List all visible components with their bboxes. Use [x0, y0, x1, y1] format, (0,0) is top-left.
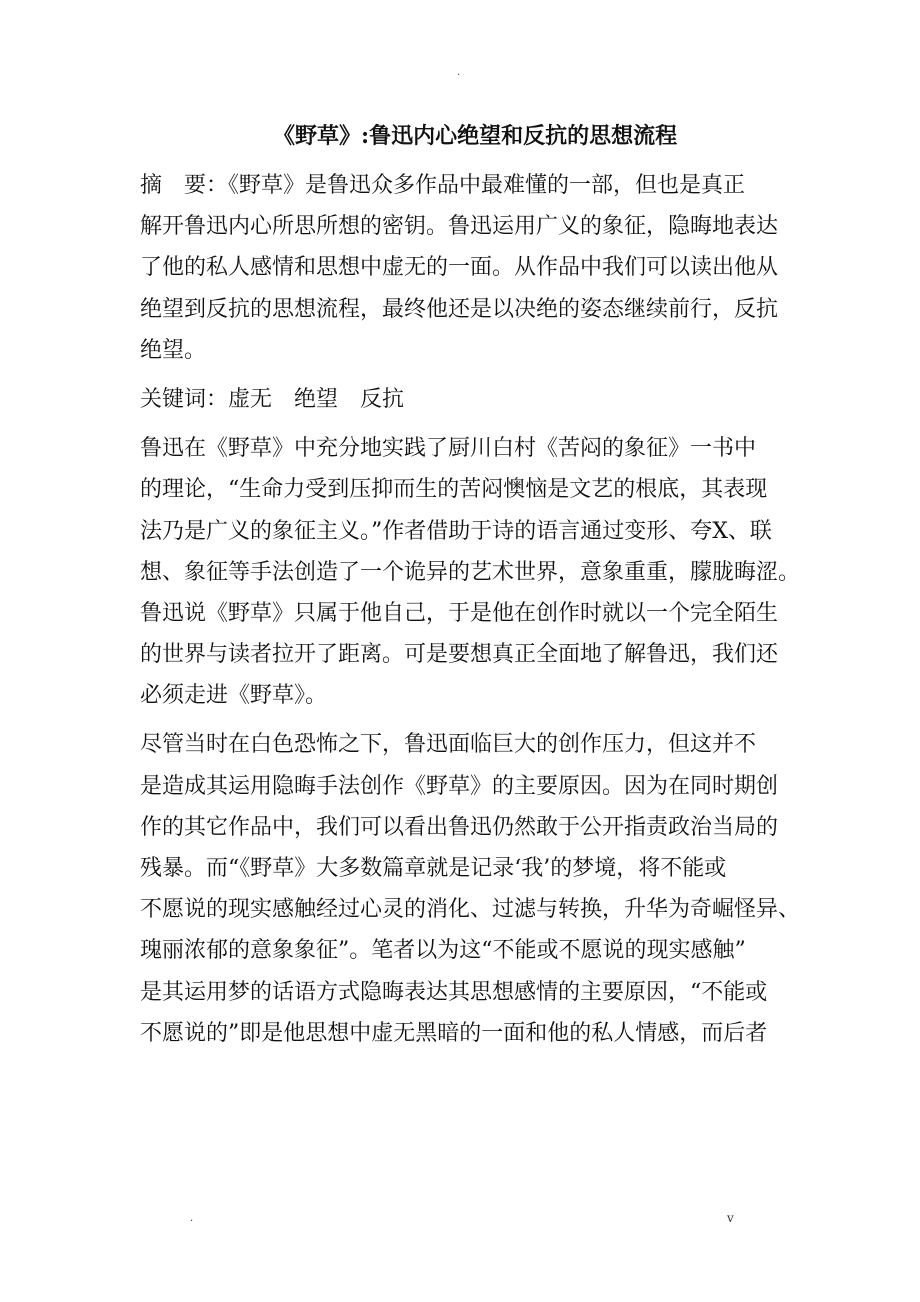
- footer-mark-left: .: [190, 1213, 194, 1224]
- paragraph-line: 不愿说的”即是他思想中虚无黑暗的一面和他的私人情感，而后者: [140, 1020, 768, 1046]
- document-body: [140, 165, 801, 1054]
- paragraph-line: 想、象征等手法创造了一个诡异的艺术世界，意象重重，朦胧晦涩。: [140, 559, 801, 585]
- abstract-line: 绝望到反抗的思想流程，最终他还是以决绝的姿态继续前行，反抗: [140, 296, 779, 322]
- keywords-line: 关键词：虚无 绝望 反抗: [140, 386, 405, 412]
- paragraph-line: 尽管当时在白色恐怖之下，鲁迅面临巨大的创作压力，但这并不: [140, 732, 757, 758]
- paragraph-line: 的理论，“生命力受到压抑而生的苦闷懊恼是文艺的根底，其表现: [140, 477, 768, 503]
- abstract-line: 了他的私人感情和思想中虚无的一面。从作品中我们可以读出他从: [140, 255, 779, 281]
- paragraph-gap: [140, 716, 770, 724]
- paragraph-line: 鲁迅说《野草》只属于他自己，于是他在创作时就以一个完全陌生: [140, 600, 779, 626]
- paragraph-line: 鲁迅在《野草》中充分地实践了厨川白村《苦闷的象征》一书中: [140, 436, 757, 462]
- paragraph-line: 是其运用梦的话语方式隐晦表达其思想感情的主要原因，“不能或: [140, 979, 768, 1005]
- paragraph-line: 作的其它作品中，我们可以看出鲁迅仍然敢于公开指责政治当局的: [140, 814, 779, 840]
- paragraph-2: [140, 724, 801, 1054]
- paragraph-line: 的世界与读者拉开了距离。可是要想真正全面地了解鲁迅，我们还: [140, 642, 779, 668]
- paragraph-gap: [140, 420, 770, 428]
- paragraph-line: 必须走进《野草》。: [140, 683, 328, 709]
- abstract-line: 解开鲁迅内心所思所想的密钥。鲁迅运用广义的象征，隐晦地表达: [140, 214, 779, 240]
- paragraph-line: 法乃是广义的象征主义。”作者借助于诗的语言通过变形、夸X、联: [140, 518, 772, 544]
- footer-mark-right: v: [727, 1211, 734, 1225]
- header-mark: .: [457, 67, 461, 78]
- abstract-line: 绝望。: [140, 337, 207, 363]
- abstract-line: 摘 要：《野草》是鲁迅众多作品中最难懂的一部，但也是真正: [140, 173, 746, 198]
- keywords-section: [140, 379, 770, 420]
- paragraph-gap: [140, 371, 770, 379]
- document-title: 《野草》:鲁迅内心绝望和反抗的思想流程: [273, 123, 678, 149]
- abstract-section: [140, 165, 779, 371]
- paragraph-line: 是造成其运用隐晦手法创作《野草》的主要原因。因为在同时期创: [140, 773, 779, 799]
- paragraph-1: [140, 428, 801, 716]
- paragraph-line: 不愿说的现实感触经过心灵的消化、过滤与转换，升华为奇崛怪异、: [140, 897, 801, 923]
- paragraph-line: 残暴。而“《野草》大多数篇章就是记录‘我’的梦境，将不能或: [140, 856, 727, 881]
- paragraph-line: 瑰丽浓郁的意象象征”。笔者以为这“不能或不愿说的现实感触”: [140, 938, 746, 964]
